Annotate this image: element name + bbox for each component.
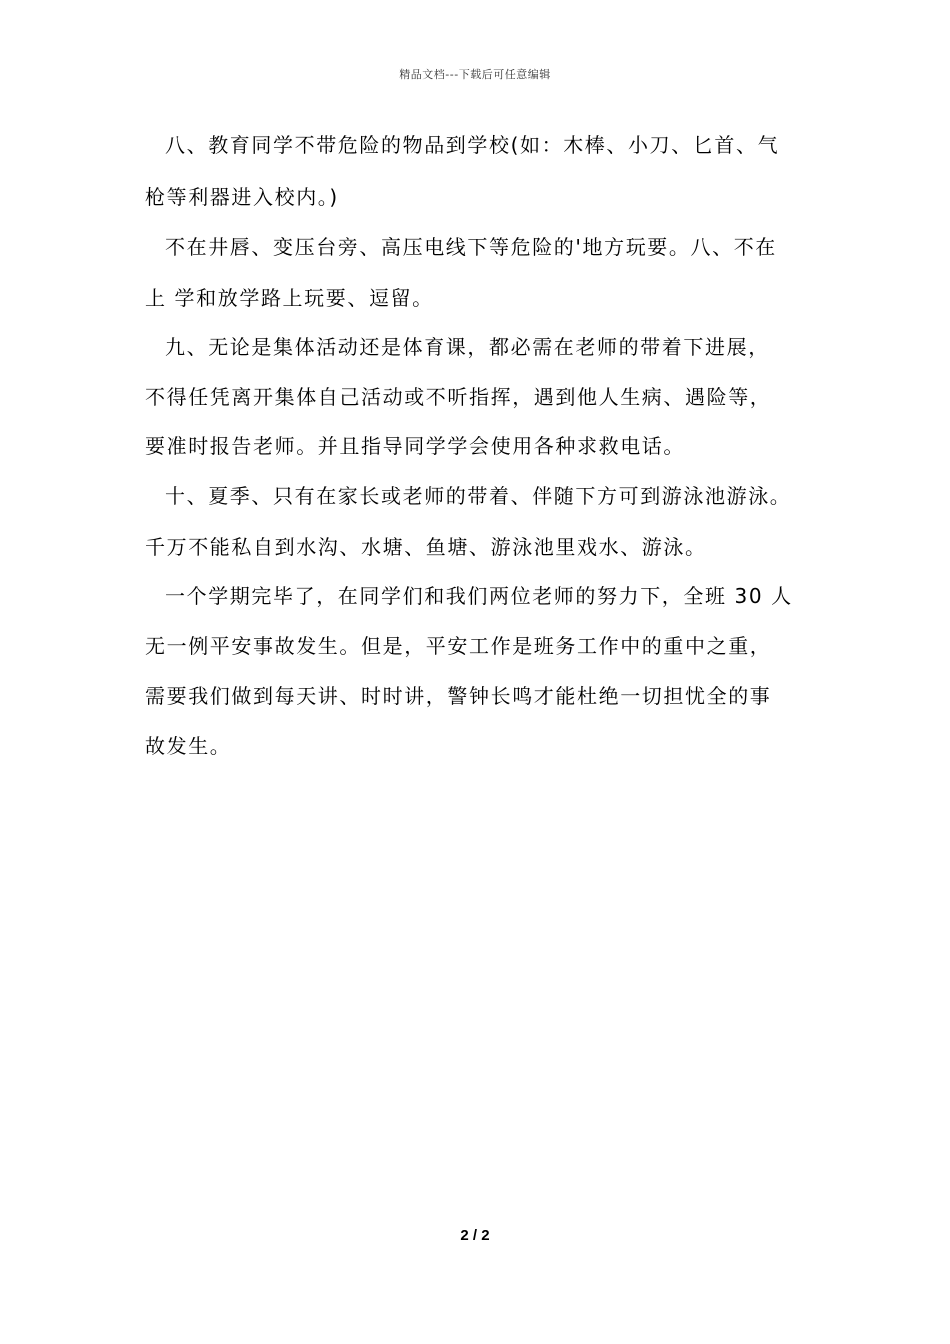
paragraph-line: 九、无论是集体活动还是体育课，都必需在老师的带着下进展， — [165, 335, 770, 359]
paragraph-line: 千万不能私自到水沟、水塘、鱼塘、游泳池里戏水、游泳。 — [145, 535, 707, 559]
paragraph-line: 不在井唇、变压台旁、高压电线下等危险的'地方玩要。八、不在 — [165, 235, 777, 259]
page-header: 精品文档---下载后可任意编辑 — [399, 68, 551, 81]
paragraph-line: 八、教育同学不带危险的物品到学校(如：木棒、小刀、匕首、气 — [165, 133, 780, 157]
paragraph-line: 需要我们做到每天讲、时时讲，警钟长鸣才能杜绝一切担忧全的事 — [145, 684, 772, 708]
paragraph-line: 故发生。 — [145, 734, 232, 758]
paragraph-line: 上 学和放学路上玩要、逗留。 — [145, 286, 434, 310]
paragraph-line: 无一例平安事故发生。但是，平安工作是班务工作中的重中之重， — [145, 634, 772, 658]
paragraph-line: 不得任凭离开集体自己活动或不听指挥，遇到他人生病、遇险等， — [145, 385, 772, 409]
paragraph-line: 要准时报告老师。并且指导同学学会使用各种求救电话。 — [145, 434, 685, 458]
page-number: 2 / 2 — [460, 1227, 490, 1244]
paragraph-line: 一个学期完毕了，在同学们和我们两位老师的努力下，全班 30 人 — [165, 584, 793, 608]
paragraph-line: 十、夏季、只有在家长或老师的带着、伴随下方可到游泳池游泳。 — [165, 484, 792, 508]
paragraph-line: 枪等利器进入校内。) — [145, 185, 339, 209]
